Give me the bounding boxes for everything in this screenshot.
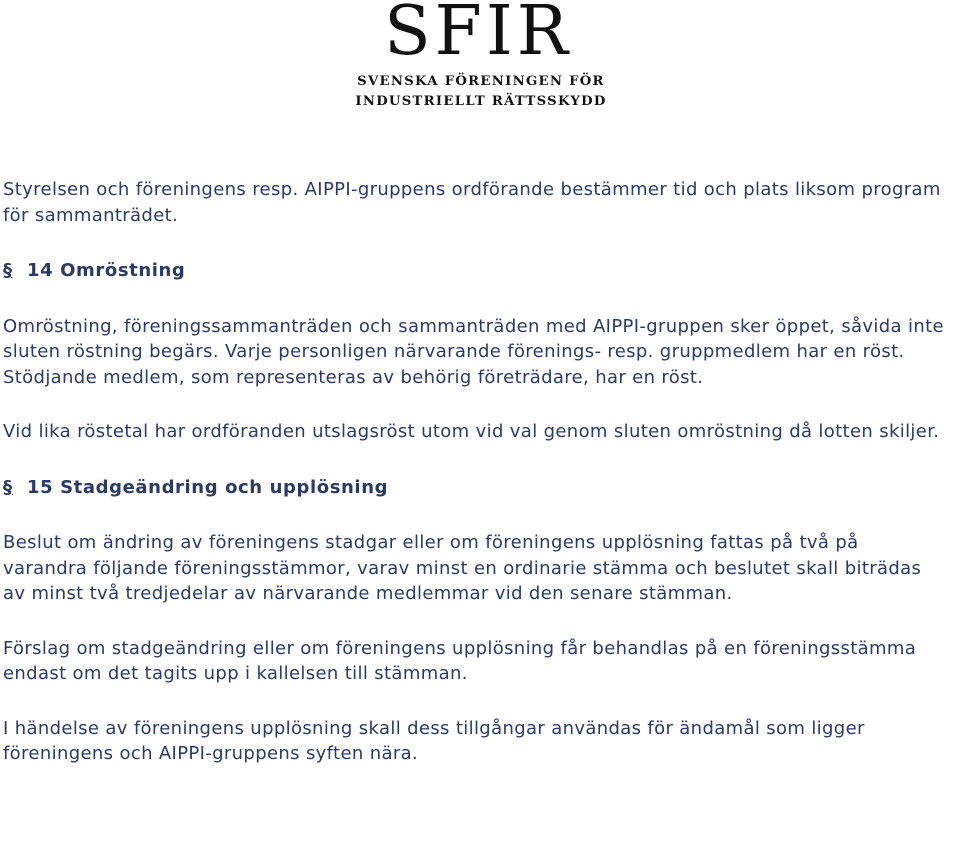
logo-wordmark: SFIR bbox=[384, 0, 572, 71]
section-sign-icon: § bbox=[3, 476, 13, 498]
sfir-logo bbox=[346, 0, 616, 112]
section-15-title: 15 Stadgeändring och upplösning bbox=[27, 476, 389, 498]
logo-tagline-line-2: INDUSTRIELLT RÄTTSSKYDD bbox=[355, 94, 607, 109]
section-15-heading bbox=[3, 475, 948, 501]
section-14-title: 14 Omröstning bbox=[27, 260, 186, 281]
section-sign-icon: § bbox=[3, 260, 13, 281]
logo-tagline-line-1: SVENSKA FÖRENINGEN FÖR bbox=[357, 74, 605, 89]
document-body bbox=[3, 177, 948, 767]
section-15-paragraph-1: Beslut om ändring av föreningens stadgar eller om föreningens upplösning fattas på två på varandra följande föreningsstämmor, varav minst en ordinarie stämma och beslutet skall biträdas av minst två tredjedelar av närvarande medlemmar vid den senare stämman. bbox=[3, 532, 922, 604]
section-14-heading bbox=[3, 258, 948, 284]
section-15-paragraph-3: I händelse av föreningens upplösning skall dess tillgångar användas för ändamål som ligger föreningens och AIPPI-gruppens syften nära. bbox=[3, 717, 865, 764]
section-15-paragraph-2: Förslag om stadgeändring eller om föreningens upplösning får behandlas på en föreningsstämma endast om det tagits upp i kallelsen till stämman. bbox=[3, 637, 917, 684]
section-14-paragraph-1: Omröstning, föreningssammanträden och sammanträden med AIPPI-gruppen sker öppet, såvida inte sluten röstning begärs. Varje personligen närvarande förenings- resp. gruppmedlem har en röst. Stödjande medlem, som representeras av behörig företrädare, har en röst. bbox=[3, 315, 944, 388]
section-14-paragraph-2: Vid lika röstetal har ordföranden utslagsröst utom vid val genom sluten omröstning då lotten skiljer. bbox=[3, 421, 940, 442]
intro-paragraph: Styrelsen och föreningens resp. AIPPI-gruppens ordförande bestämmer tid och plats liksom program för sammanträdet. bbox=[3, 179, 941, 226]
